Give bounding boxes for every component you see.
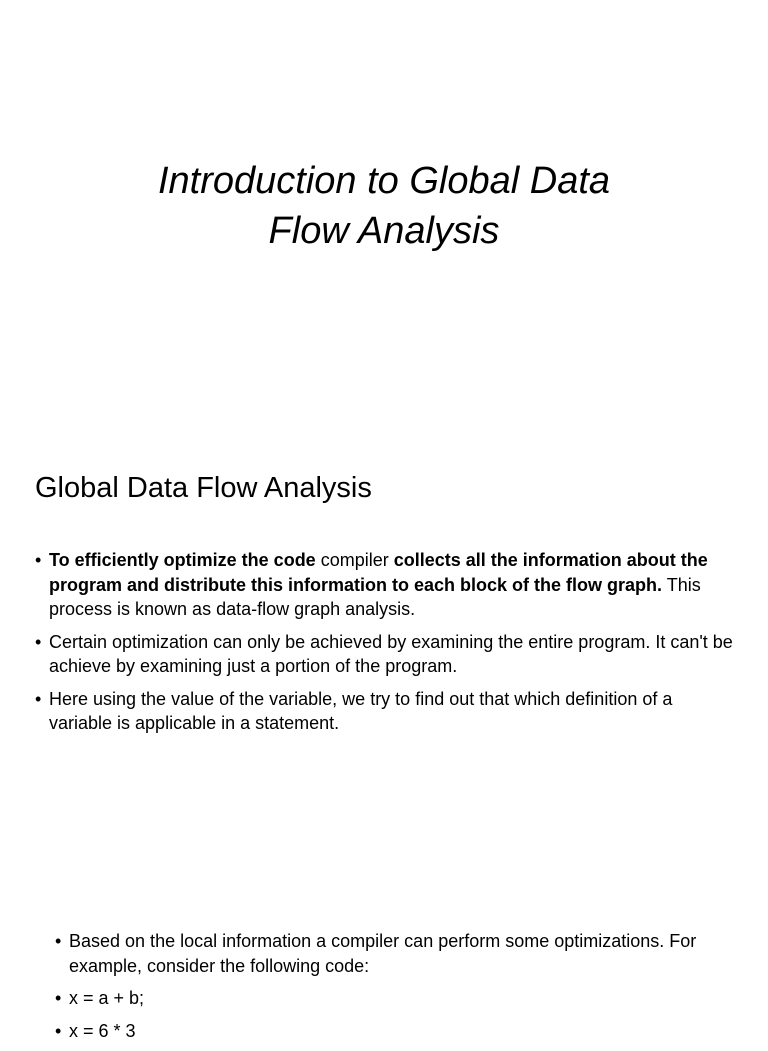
bullet-item (35, 630, 735, 679)
bullet-text-bold: collects all the information about the program and distribute this information to each block of the flow graph. (49, 550, 708, 595)
slide-title-line-2: Flow Analysis (268, 210, 500, 252)
bullet-text: This process is known as data-flow graph analysis. (49, 574, 701, 619)
slide-title (40, 156, 728, 256)
bullet-text: Based on the local information a compiler can perform some optimizations. For example, consider the following code: (69, 931, 697, 976)
section-heading: Global Data Flow Analysis (35, 472, 372, 504)
title-slide (0, 0, 768, 384)
bullet-item (35, 548, 735, 622)
bullet-text: x = a + b; (69, 988, 145, 1008)
content-slide-local-info (0, 768, 768, 1041)
content-slide-global-dfa (0, 384, 768, 768)
bullet-list (55, 929, 735, 1051)
bullet-dot-icon: • (55, 1020, 62, 1041)
bullet-text: x = 6 * 3 (69, 1020, 136, 1041)
bullet-dot-icon: • (35, 688, 42, 709)
bullet-dot-icon: • (35, 631, 42, 652)
bullet-item (55, 1019, 735, 1044)
bullet-item (55, 929, 735, 978)
bullet-dot-icon: • (55, 931, 62, 951)
bullet-dot-icon: • (55, 988, 62, 1008)
bullet-item (55, 986, 735, 1011)
bullet-text: compiler (315, 550, 394, 570)
bullet-dot-icon: • (35, 550, 42, 570)
bullet-text-bold: To efficiently optimize the code (49, 550, 316, 570)
bullet-item (35, 687, 735, 736)
bullet-text: Certain optimization can only be achieved by examining the entire program. It can't be achieve by examining just a portion of the program. (49, 631, 733, 676)
slide-title-line-1: Introduction to Global Data (157, 160, 611, 202)
bullet-list (35, 548, 735, 744)
bullet-text: Here using the value of the variable, we try to find out that which definition of a variable is applicable in a statement. (49, 688, 673, 733)
